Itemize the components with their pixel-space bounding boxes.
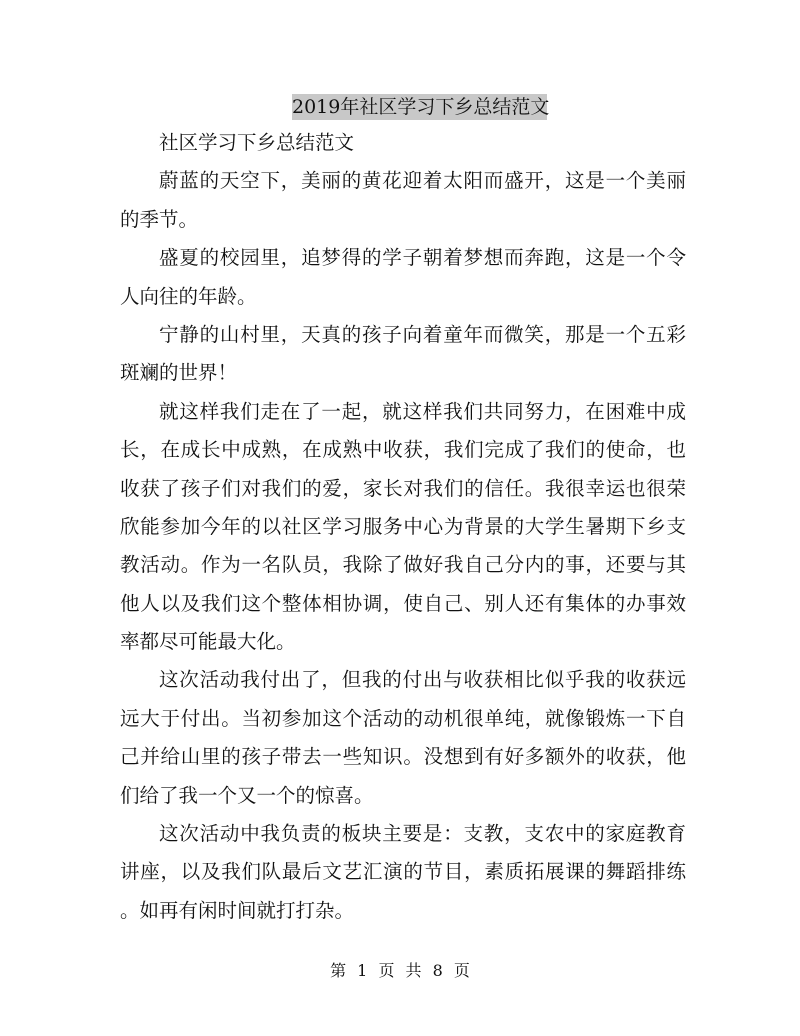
text-line: 盛夏的校园里，追梦得的学子朝着梦想而奔跑，这是一个令 xyxy=(159,246,686,270)
paragraph xyxy=(120,162,686,239)
subtitle-paragraph xyxy=(120,124,686,162)
text-line: 这次活动我付出了，但我的付出与收获相比似乎我的收获远 xyxy=(159,668,686,692)
text-line: 的季节。 xyxy=(120,207,199,231)
text-line: 。如再有闲时间就打打杂。 xyxy=(120,898,355,922)
document-body xyxy=(120,124,686,930)
text-line: 们给了我一个又一个的惊喜。 xyxy=(120,783,374,807)
text-line: 斑斓的世界！ xyxy=(120,361,238,385)
text-line: 收获了孩子们对我们的爱，家长对我们的信任。我很幸运也很荣 xyxy=(120,476,686,500)
text-line: 讲座，以及我们队最后文艺汇演的节目，素质拓展课的舞蹈排练 xyxy=(120,860,686,884)
page-footer: 第 1 页 共 8 页 xyxy=(330,961,470,980)
text-line: 宁静的山村里，天真的孩子向着童年而微笑，那是一个五彩 xyxy=(159,322,686,346)
text-line: 这次活动中我负责的板块主要是：支教，支农中的家庭教育 xyxy=(159,822,686,846)
text-line: 己并给山里的孩子带去一些知识。没想到有好多额外的收获，他 xyxy=(120,745,686,769)
text-line: 教活动。作为一名队员，我除了做好我自己分内的事，还要与其 xyxy=(120,553,686,577)
text-line: 率都尽可能最大化。 xyxy=(120,630,296,654)
document-title: 2019年社区学习下乡总结范文 xyxy=(292,96,550,118)
paragraph xyxy=(120,239,686,316)
paragraph xyxy=(120,661,686,815)
paragraph xyxy=(120,316,686,393)
text-line: 欣能参加今年的以社区学习服务中心为背景的大学生暑期下乡支 xyxy=(120,514,686,538)
text-line: 蔚蓝的天空下，美丽的黄花迎着太阳而盛开，这是一个美丽 xyxy=(159,169,686,193)
text-line: 长，在成长中成熟，在成熟中收获，我们完成了我们的使命，也 xyxy=(120,438,686,462)
text-line: 人向往的年龄。 xyxy=(120,284,257,308)
paragraph xyxy=(120,393,686,662)
text-line: 他人以及我们这个整体相协调，使自己、别人还有集体的办事效 xyxy=(120,591,686,615)
text-line: 社区学习下乡总结范文 xyxy=(159,131,355,154)
text-line: 远大于付出。当初参加这个活动的动机很单纯，就像锻炼一下自 xyxy=(120,706,686,730)
paragraph xyxy=(120,815,686,930)
text-line: 就这样我们走在了一起，就这样我们共同努力，在困难中成 xyxy=(159,399,686,423)
